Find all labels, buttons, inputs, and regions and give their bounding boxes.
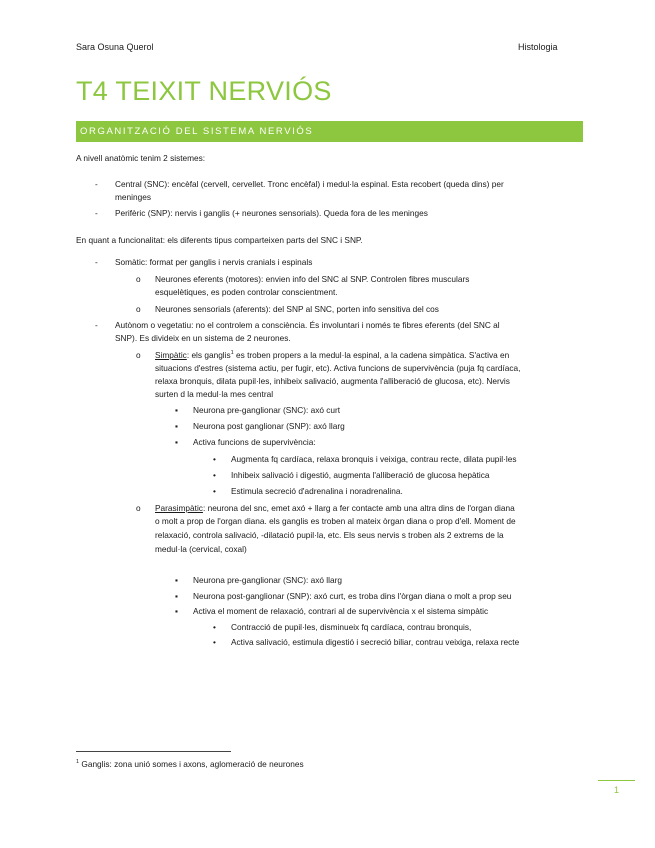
list-item: Activa funcions de supervivència: <box>193 437 316 447</box>
sympathetic-label: Simpàtic <box>155 350 187 360</box>
efferent-line-1: Neurones eferents (motores): envien info del SNC al SNP. Controlen fibres musculars <box>155 274 470 284</box>
sympathetic-line-1: Simpàtic: els ganglis$^1$ es troben propers a la medul·la espinal, a la cadena simpàtica. S'activa en <box>155 350 510 360</box>
footnote-mark: 1 <box>76 759 80 766</box>
parasympathetic-line-2: o molt a prop de l'organ diana. els ganglis es troben al mateix òrgan diana o prop d'ell. Moment de <box>155 516 516 526</box>
autonomic-line-2: SNP). Es divideix en un sistema de 2 neurones. <box>115 333 291 343</box>
list-bullet: • <box>213 486 216 496</box>
list-bullet: ▪ <box>175 437 178 447</box>
somatic-text: Somàtic: format per ganglis i nervis cranials i espinals <box>115 257 313 267</box>
page-title: T4 TEIXIT NERVIÓS <box>76 76 332 106</box>
parasympathetic-label: Parasimpàtic <box>155 503 203 513</box>
central-line-2: meninges <box>115 192 151 202</box>
footnote-separator <box>76 751 231 752</box>
list-bullet: • <box>213 454 216 464</box>
footnote-ref: 1 <box>230 350 234 357</box>
section-heading: ORGANITZACIÓ DEL SISTEMA NERVIÓS <box>80 126 314 137</box>
list-bullet: o <box>136 503 141 513</box>
list-item: Activa el moment de relaxació, contrari al de supervivència x el sistema simpàtic <box>193 606 489 616</box>
efferent-line-2: esquelètiques, es poden controlar conscientment. <box>155 287 338 297</box>
list-bullet: ▪ <box>175 606 178 616</box>
list-item: Neurona post-ganglionar (SNP): axó curt, es troba dins l'òrgan diana o molt a prop seu <box>193 591 512 601</box>
list-item: Estimula secreció d'adrenalina i noradrenalina. <box>231 486 403 496</box>
list-bullet: o <box>136 304 141 314</box>
list-item: Neurona pre-ganglionar (SNC): axó curt <box>193 405 341 415</box>
list-bullet: ▪ <box>175 421 178 431</box>
list-bullet: • <box>213 470 216 480</box>
section-heading-band <box>76 121 583 142</box>
parasympathetic-line-1: Parasimpàtic: neurona del snc, emet axó + llarg a fer contacte amb una altra dins de l'organ diana <box>155 503 515 513</box>
list-bullet: ▪ <box>175 575 178 585</box>
list-item: Augmenta fq cardíaca, relaxa bronquis i veixiga, contrau recte, dilata pupil·les <box>231 454 517 464</box>
footnote <box>76 758 304 771</box>
page-number-rule <box>598 780 635 781</box>
page-number: 1 <box>614 785 620 795</box>
list-bullet: - <box>95 320 98 330</box>
autonomic-line-1: Autònom o vegetatiu: no el controlem a consciència. És involuntari i només te fibres eferents (del SNC al <box>115 320 500 330</box>
intro-anatomic: A nivell anatòmic tenim 2 sistemes: <box>76 153 206 163</box>
list-bullet: ▪ <box>175 405 178 415</box>
central-line-1: Central (SNC): encèfal (cervell, cervellet. Tronc encèfal) i medul·la espinal. Esta recobert (queda dins) per <box>115 179 504 189</box>
list-bullet: • <box>213 637 216 647</box>
list-item: Contracció de pupil·les, disminueix fq cardíaca, contrau bronquis, <box>231 622 472 632</box>
list-bullet: • <box>213 622 216 632</box>
sympathetic-line-4: surten d la medul·la mes central <box>155 389 274 399</box>
list-bullet: - <box>95 179 98 189</box>
list-bullet: o <box>136 274 141 284</box>
peripheral-text: Perifèric (SNP): nervis i ganglis (+ neurones sensorials). Queda fora de les meninges <box>115 208 428 218</box>
sympathetic-line-3: relaxa bronquis, dilata pupil·les, inhibeix salivació, augmenta l'alliberació de glucosa, etc). Nervis <box>155 376 510 386</box>
parasympathetic-line-4: medul·la (cervical, coxal) <box>155 544 247 554</box>
list-bullet: - <box>95 257 98 267</box>
list-item: Inhibeix salivació i digestió, augmenta l'alliberació de glucosa hepàtica <box>231 470 490 480</box>
header-author: Sara Osuna Querol <box>76 42 154 52</box>
sympathetic-line-2: situacions d'estres (sistema actiu, per fugir, etc). Activa funcions de supervivència (puja fq cardíaca, <box>155 363 521 373</box>
list-bullet: ▪ <box>175 591 178 601</box>
footnote-text: Ganglis: zona unió somes i axons, aglomeració de neurones <box>81 759 304 769</box>
list-bullet: o <box>136 350 141 360</box>
list-item: Activa salivació, estimula digestió i secreció biliar, contrau veixiga, relaxa recte <box>231 637 520 647</box>
parasympathetic-line-3: relaxació, controla salivació, -dilatació pupil·la, etc. Els seus nervis s troben als 2 extrems de la <box>155 530 504 540</box>
list-item: Neurona pre-ganglionar (SNC): axó llarg <box>193 575 342 585</box>
sensory-text: Neurones sensorials (aferents): del SNP al SNC, porten info sensitiva del cos <box>155 304 439 314</box>
list-bullet: - <box>95 208 98 218</box>
intro-functional: En quant a funcionalitat: els diferents tipus comparteixen parts del SNC i SNP. <box>76 235 363 245</box>
list-item: Neurona post ganglionar (SNP): axó llarg <box>193 421 345 431</box>
header-subject: Histologia <box>518 42 558 52</box>
